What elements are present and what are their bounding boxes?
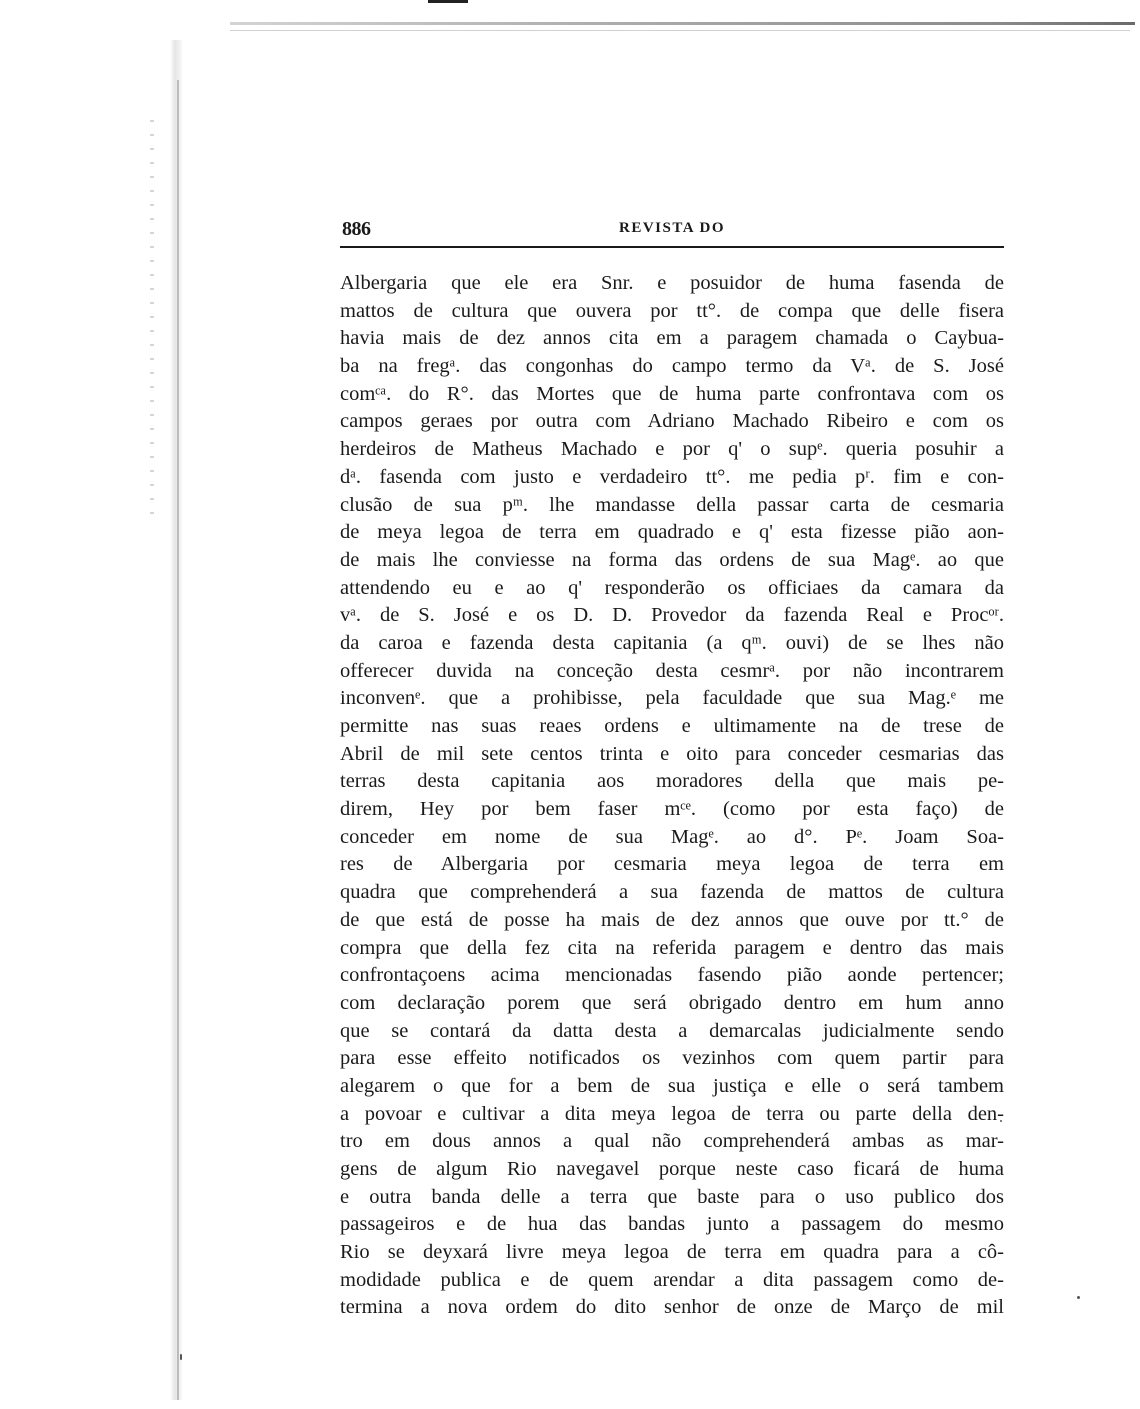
- text-line: res de Albergaria por cesmaria meya legoa de terra em: [340, 853, 1004, 876]
- text-line: Albergaria que ele era Snr. e posuidor de huma fasenda de: [340, 272, 1004, 294]
- text-line: compra que della fez cita na referida paragem e dentro das mais: [340, 936, 1004, 959]
- text-line: clusão de sua pᵐ. lhe mandasse della passar carta de cesmaria: [340, 493, 1004, 516]
- scan-edge-rule: [230, 22, 1135, 25]
- text-line: permitte nas suas reaes ordens e ultimamente na de trese de: [340, 715, 1004, 737]
- text-line: conceder em nome de sua Magᵉ. ao d°. Pᵉ. Joam Soa-: [340, 825, 1004, 848]
- text-line: vᵃ. de S. José e os D. D. Provedor da fazenda Real e Procᵒʳ.: [340, 604, 1004, 627]
- text-line: de mais lhe conviesse na forma das ordens de sua Magᵉ. ao que: [340, 548, 1004, 571]
- text-line: a povoar e cultivar a dita meya legoa de terra ou parte della den-: [340, 1102, 1004, 1125]
- scan-page-edge-line: [177, 80, 179, 1400]
- text-line: de meya legoa de terra em quadrado e q' esta fizesse pião aon-: [340, 521, 1004, 544]
- text-line: Abril de mil sete centos trinta e oito para conceder cesmarias das: [340, 742, 1004, 765]
- body-text: [340, 270, 1004, 1322]
- text-line: e outra banda delle a terra que baste para o uso publico dos: [340, 1185, 1004, 1208]
- text-line: passageiros e de hua das bandas junto a passagem do mesmo: [340, 1213, 1004, 1236]
- text-line: Rio se deyxará livre meya legoa de terra em quadra para a cô-: [340, 1241, 1004, 1264]
- text-line: modidade publica e de quem arendar a dita passagem como de-: [340, 1268, 1004, 1291]
- text-line: alegarem o que for a bem de sua justiça e elle o será tambem: [340, 1074, 1004, 1097]
- text-line: dᵃ. fasenda com justo e verdadeiro tt°. me pedia pʳ. fim e con-: [340, 465, 1004, 488]
- text-line: confrontaçoens acima mencionadas fasendo pião aonde pertencer;: [340, 964, 1004, 987]
- text-line: tro em dous annos a qual não comprehenderá ambas as mar-: [340, 1130, 1004, 1153]
- scan-noise: [150, 120, 154, 520]
- text-line: havia mais de dez annos cita em a paragem chamada o Caybua-: [340, 327, 1004, 350]
- text-line: gens de algum Rio navegavel porque neste caso ficará de huma: [340, 1158, 1004, 1180]
- text-line: ba na fregᵃ. das congonhas do campo termo da Vᵃ. de S. José: [340, 355, 1004, 378]
- running-header: [340, 212, 1004, 246]
- text-line: termina a nova ordem do dito senhor de onze de Março de mil: [340, 1296, 1004, 1319]
- text-line: para esse effeito notificados os vezinhos com quem partir para: [340, 1047, 1004, 1070]
- text-line: da caroa e fazenda desta capitania (a qᵐ. ouvi) de se lhes não: [340, 631, 1004, 654]
- text-line: que se contará da datta desta a demarcalas judicialmente sendo: [340, 1019, 1004, 1042]
- scan-edge-rule: [230, 30, 1130, 31]
- text-line: campos geraes por outra com Adriano Machado Ribeiro e com os: [340, 410, 1004, 433]
- scan-mark: [428, 0, 468, 3]
- scan-page-edge: [170, 40, 182, 1400]
- text-line: inconvenᵉ. que a prohibisse, pela faculdade que sua Mag.ᵉ me: [340, 687, 1004, 710]
- scan-speck: [1077, 1296, 1080, 1299]
- text-line: de que está de posse ha mais de dez annos que ouve por tt.° de: [340, 908, 1004, 931]
- scan-speck: [180, 1354, 182, 1360]
- header-rule: [340, 246, 1004, 248]
- text-line: terras desta capitania aos moradores della que mais pe-: [340, 770, 1004, 793]
- text-line: direm, Hey por bem faser mᶜᵉ. (como por esta faço) de: [340, 798, 1004, 821]
- text-line: com declaração porem que será obrigado dentro em hum anno: [340, 991, 1004, 1014]
- text-line: quadra que comprehenderá a sua fazenda de mattos de cultura: [340, 881, 1004, 904]
- text-line: offerecer duvida na conceção desta cesmrᵃ. por não incontrarem: [340, 659, 1004, 682]
- text-line: attendendo eu e ao q' responderão os officiaes da camara da: [340, 576, 1004, 599]
- text-line: comᶜᵃ. do R°. das Mortes que de huma parte confrontava com os: [340, 382, 1004, 405]
- text-line: mattos de cultura que ouvera por tt°. de compa que delle fisera: [340, 299, 1004, 322]
- text-line: herdeiros de Matheus Machado e por q' o supᵉ. queria posuhir a: [340, 438, 1004, 461]
- journal-title: REVISTA DO: [619, 220, 725, 236]
- page-number: 886: [342, 218, 371, 240]
